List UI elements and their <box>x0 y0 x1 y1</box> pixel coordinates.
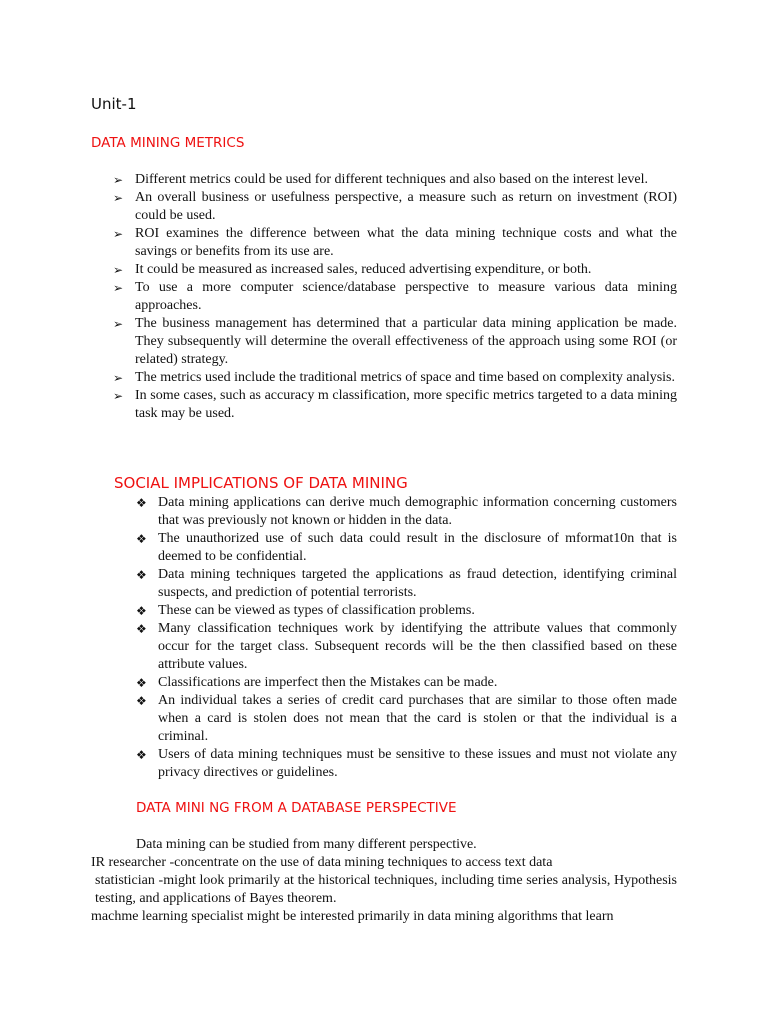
list-item <box>136 602 677 620</box>
database-perspective-body <box>91 836 677 926</box>
list-item <box>113 279 677 315</box>
list-item <box>113 261 677 279</box>
unit-title: Unit-1 <box>91 95 137 113</box>
arrow-bullet-icon: ➢ <box>113 389 124 403</box>
arrow-bullet-icon: ➢ <box>113 281 124 295</box>
list-item-text: Different metrics could be used for different techniques and also based on the interest level. <box>135 172 649 187</box>
list-item <box>136 746 677 782</box>
database-perspective-heading: DATA MINI NG FROM A DATABASE PERSPECTIVE <box>136 800 457 816</box>
list-item <box>136 692 677 746</box>
list-item-text: Many classification techniques work by identifying the attribute values that commonly occur for the target class. Subsequent records will be the then classified based on these attribute values. <box>158 621 677 672</box>
list-item-text: These can be viewed as types of classification problems. <box>158 603 475 618</box>
arrow-bullet-icon: ➢ <box>113 317 124 331</box>
list-item-text: To use a more computer science/database perspective to measure various data mining approaches. <box>135 280 677 313</box>
diamond-bullet-icon: ❖ <box>136 694 147 708</box>
paragraph: machme learning specialist might be interested primarily in data mining algorithms that learn <box>91 909 614 924</box>
list-item <box>113 369 677 387</box>
list-item <box>136 674 677 692</box>
list-item <box>113 225 677 261</box>
arrow-bullet-icon: ➢ <box>113 263 124 277</box>
list-item <box>136 620 677 674</box>
list-item <box>113 387 677 423</box>
diamond-bullet-icon: ❖ <box>136 604 147 618</box>
list-item-text: Classifications are imperfect then the Mistakes can be made. <box>158 675 498 690</box>
arrow-bullet-icon: ➢ <box>113 173 124 187</box>
list-item-text: The business management has determined that a particular data mining application be made. They subsequently will determine the overall effectiveness of the approach using some ROI (or related) strategy. <box>135 316 677 367</box>
diamond-bullet-icon: ❖ <box>136 532 147 546</box>
diamond-bullet-icon: ❖ <box>136 496 147 510</box>
list-item-text: Data mining applications can derive much demographic information concerning customers that was previously not known or hidden in the data. <box>158 495 677 528</box>
list-item-text: In some cases, such as accuracy m classification, more specific metrics targeted to a data mining task may be used. <box>135 388 677 421</box>
paragraph: Data mining can be studied from many different perspective. <box>136 837 477 852</box>
list-item <box>113 171 677 189</box>
list-item-text: The unauthorized use of such data could result in the disclosure of mformat10n that is deemed to be confidential. <box>158 531 677 564</box>
list-item <box>113 189 677 225</box>
list-item-text: Data mining techniques targeted the applications as fraud detection, identifying criminal suspects, and prediction of potential terrorists. <box>158 567 677 600</box>
arrow-bullet-icon: ➢ <box>113 227 124 241</box>
list-item-text: Users of data mining techniques must be sensitive to these issues and must not violate any privacy directives or guidelines. <box>158 747 677 780</box>
diamond-bullet-icon: ❖ <box>136 622 147 636</box>
list-item-text: It could be measured as increased sales, reduced advertising expenditure, or both. <box>135 262 592 277</box>
list-item-text: An overall business or usefulness perspective, a measure such as return on investment (ROI) could be used. <box>135 190 677 223</box>
social-implications-list <box>136 494 677 782</box>
list-item-text: ROI examines the difference between what the data mining technique costs and what the savings or benefits from its use are. <box>135 226 677 259</box>
social-implications-heading: SOCIAL IMPLICATIONS OF DATA MINING <box>114 474 408 492</box>
diamond-bullet-icon: ❖ <box>136 676 147 690</box>
list-item-text: The metrics used include the traditional metrics of space and time based on complexity analysis. <box>135 370 676 385</box>
list-item <box>113 315 677 369</box>
list-item <box>136 530 677 566</box>
list-item-text: An individual takes a series of credit card purchases that are similar to those often made when a card is stolen does not mean that the card is stolen or that the individual is a criminal. <box>158 693 677 744</box>
list-item <box>136 494 677 530</box>
diamond-bullet-icon: ❖ <box>136 748 147 762</box>
paragraph: IR researcher -concentrate on the use of data mining techniques to access text data <box>91 855 553 870</box>
metrics-list <box>113 171 677 423</box>
list-item <box>136 566 677 602</box>
metrics-heading: DATA MINING METRICS <box>91 135 245 151</box>
arrow-bullet-icon: ➢ <box>113 191 124 205</box>
paragraph: statistician -might look primarily at the historical techniques, including time series analysis, Hypothesis testing, and applications of Bayes theorem. <box>95 873 677 906</box>
arrow-bullet-icon: ➢ <box>113 371 124 385</box>
diamond-bullet-icon: ❖ <box>136 568 147 582</box>
